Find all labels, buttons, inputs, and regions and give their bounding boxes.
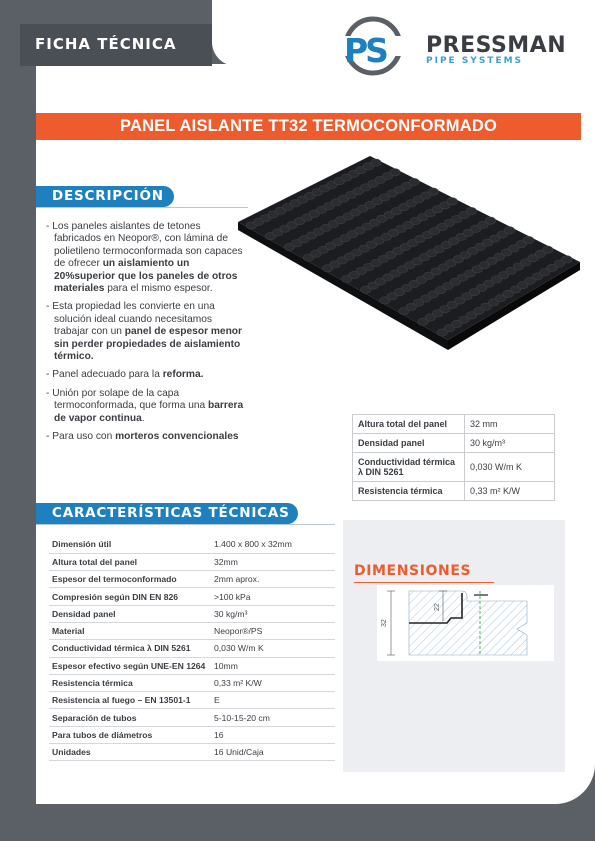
table-row bbox=[353, 482, 555, 501]
table-row bbox=[49, 709, 335, 726]
spec-value: Neopor®/PS bbox=[211, 622, 335, 639]
dimension-step-label: 22 bbox=[434, 603, 441, 611]
quick-specs-table bbox=[352, 414, 555, 501]
panel-stud bbox=[428, 188, 438, 195]
table-row bbox=[49, 553, 335, 570]
spec-label: Espesor del termoconformado bbox=[49, 571, 211, 588]
table-row bbox=[353, 415, 555, 434]
spec-label: Resistencia al fuego – EN 13501-1 bbox=[49, 692, 211, 709]
table-row bbox=[49, 657, 335, 674]
panel-stud bbox=[409, 178, 419, 185]
spec-label: Compresión según DIN EN 826 bbox=[49, 588, 211, 605]
description-highlight: reforma. bbox=[162, 369, 204, 381]
table-row bbox=[49, 674, 335, 691]
dimensions-drawing bbox=[377, 585, 554, 661]
spec-label: Altura total del panel bbox=[353, 415, 465, 434]
description-highlight: barrera de vapor continua bbox=[54, 400, 244, 424]
spec-value: 0,030 W/m K bbox=[211, 640, 335, 657]
panel-stud bbox=[466, 207, 476, 214]
brand-name: PRESSMAN bbox=[426, 33, 567, 58]
panel-stud bbox=[390, 169, 400, 176]
spec-label: Espesor efectivo según UNE-EN 1264 bbox=[49, 657, 211, 674]
spec-label: Altura total del panel bbox=[49, 553, 211, 570]
spec-label: Unidades bbox=[49, 744, 211, 761]
section-tech-heading: CARACTERÍSTICAS TÉCNICAS bbox=[36, 503, 298, 524]
spec-label: Material bbox=[49, 622, 211, 639]
spec-value: 16 Unid/Caja bbox=[211, 744, 335, 761]
description-highlight: un aislamiento un 20%superior que los paneles de otros materiales bbox=[54, 258, 238, 295]
logo-letters: PS bbox=[344, 31, 386, 70]
spec-value: 32mm bbox=[211, 553, 335, 570]
spec-value: 10mm bbox=[211, 657, 335, 674]
spec-value: 16 bbox=[211, 726, 335, 743]
table-row bbox=[49, 571, 335, 588]
spec-value: 30 kg/m³ bbox=[211, 605, 335, 622]
spec-value: 30 kg/m³ bbox=[465, 434, 555, 453]
spec-value: 0,030 W/m K bbox=[465, 453, 555, 482]
table-row bbox=[49, 640, 335, 657]
panel-stud bbox=[371, 159, 381, 166]
section-divider bbox=[36, 524, 335, 525]
panel-stud bbox=[504, 227, 514, 234]
dimensions-underline bbox=[354, 582, 494, 583]
table-row bbox=[49, 726, 335, 743]
description-item: - Para uso con morteros convencionales bbox=[46, 431, 239, 443]
spec-value: 1.400 x 800 x 32mm bbox=[211, 536, 335, 553]
description-text: Panel adecuado para la bbox=[52, 369, 163, 381]
dimensions-drawing-box bbox=[377, 585, 554, 661]
spec-label: Dimensión útil bbox=[49, 536, 211, 553]
spec-label: Resistencia térmica bbox=[49, 674, 211, 691]
spec-value: 2mm aprox. bbox=[211, 571, 335, 588]
spec-value: E bbox=[211, 692, 335, 709]
description-text: . bbox=[141, 412, 145, 424]
description-item: - Los paneles aislantes de tetones fabricados en Neopor®, con lámina de polietileno termoconformada son capaces de ofrecer un aislamiento un 20%superior que los paneles de otros materiales para el mismo espesor. bbox=[46, 221, 243, 295]
table-row bbox=[49, 744, 335, 761]
table-row bbox=[353, 434, 555, 453]
panel-stud bbox=[523, 236, 533, 243]
insulation-panel-image bbox=[228, 150, 588, 370]
description-item: - Panel adecuado para la reforma. bbox=[46, 369, 204, 381]
spec-value: 5-10-15-20 cm bbox=[211, 709, 335, 726]
pressman-logo-icon bbox=[340, 14, 414, 78]
spec-label: Conductividad térmica λ DIN 5261 bbox=[49, 640, 211, 657]
spec-value: >100 kPa bbox=[211, 588, 335, 605]
description-list bbox=[46, 221, 246, 450]
description-item: - Esta propiedad les convierte en una solución ideal cuando necesitamos trabajar con un panel de espesor menor sin perder propiedades de aislamiento térmico. bbox=[46, 301, 242, 363]
spec-label: Resistencia térmica bbox=[353, 482, 465, 501]
spec-label: Densidad panel bbox=[353, 434, 465, 453]
header-label: FICHA TÉCNICA bbox=[35, 35, 177, 53]
spec-value: 0,33 m² K/W bbox=[465, 482, 555, 501]
table-row bbox=[49, 536, 335, 553]
dimensions-heading: DIMENSIONES bbox=[354, 563, 472, 579]
table-row bbox=[49, 605, 335, 622]
dimension-total-label: 32 bbox=[381, 619, 388, 627]
brand-sub: PIPE SYSTEMS bbox=[426, 56, 524, 66]
table-row bbox=[353, 453, 555, 482]
description-item: - Unión por solape de la capa termoconformada, que forma una barrera de vapor continua. bbox=[46, 387, 244, 424]
description-text: Unión por solape de la capa termoconformada, que forma una bbox=[52, 387, 209, 412]
panel-stud bbox=[562, 256, 572, 263]
spec-label: Separación de tubos bbox=[49, 709, 211, 726]
panel-stud bbox=[447, 198, 457, 205]
description-text: Los paneles aislantes de tetones fabricados en Neopor®, con lámina de polietileno termoconformada son capaces de ofrecer bbox=[52, 221, 243, 270]
description-text: para el mismo espesor. bbox=[104, 283, 213, 295]
description-highlight: panel de espesor menor sin perder propiedades de aislamiento térmico. bbox=[54, 326, 242, 363]
page-title: PANEL AISLANTE TT32 TERMOCONFORMADO bbox=[36, 113, 581, 140]
table-row bbox=[49, 692, 335, 709]
table-row bbox=[49, 622, 335, 639]
description-text: Esta propiedad les convierte en una solución ideal cuando necesitamos trabajar con un bbox=[52, 301, 215, 338]
tech-specs-table bbox=[49, 536, 335, 761]
description-highlight: morteros convencionales bbox=[115, 431, 239, 443]
spec-value: 0,33 m² K/W bbox=[211, 674, 335, 691]
section-description-heading: DESCRIPCIÓN bbox=[36, 186, 174, 207]
spec-label: Conductividad térmica λ DIN 5261 bbox=[353, 453, 465, 482]
panel-stud bbox=[485, 217, 495, 224]
spec-label: Densidad panel bbox=[49, 605, 211, 622]
table-row bbox=[49, 588, 335, 605]
description-text: Para uso con bbox=[52, 431, 116, 443]
panel-stud bbox=[543, 246, 553, 253]
spec-label: Para tubos de diámetros bbox=[49, 726, 211, 743]
section-divider bbox=[36, 207, 248, 208]
spec-value: 32 mm bbox=[465, 415, 555, 434]
